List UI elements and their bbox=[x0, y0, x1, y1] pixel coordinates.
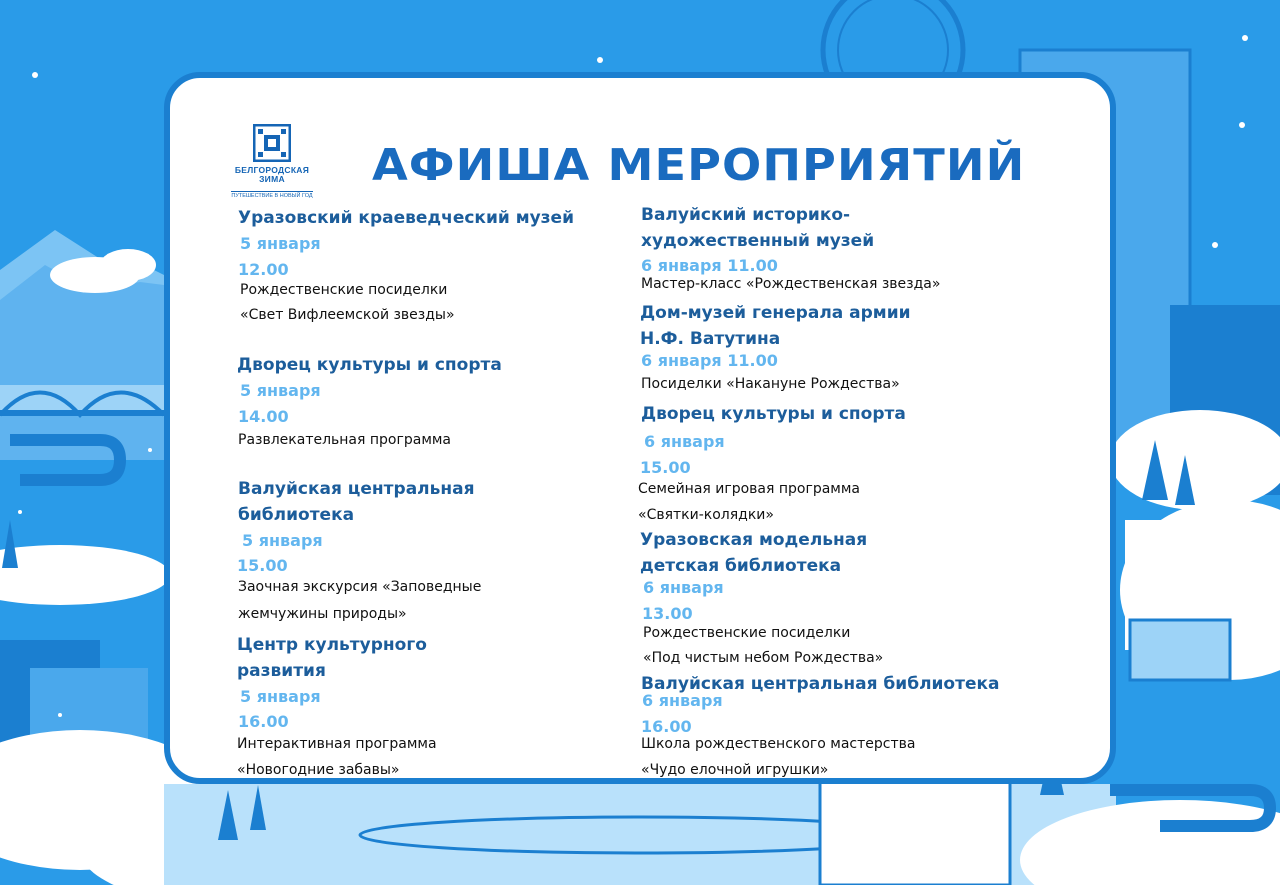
event-time: 12.00 bbox=[238, 260, 289, 279]
event-description: Рождественские посиделки bbox=[240, 282, 448, 298]
event-date: 5 января bbox=[240, 234, 321, 253]
event-description: Школа рождественского мастерства bbox=[641, 736, 916, 752]
event-venue: развития bbox=[237, 661, 326, 681]
event-venue: Дворец культуры и спорта bbox=[237, 355, 502, 375]
page-title: АФИША МЕРОПРИЯТИЙ bbox=[372, 140, 1026, 191]
event-description: Заочная экскурсия «Заповедные bbox=[238, 579, 482, 595]
event-venue: Уразовская модельная bbox=[640, 530, 868, 550]
event-description: жемчужины природы» bbox=[238, 606, 407, 622]
event-venue: Н.Ф. Ватутина bbox=[640, 329, 781, 349]
event-description: Развлекательная программа bbox=[238, 432, 452, 448]
event-description: «Свет Вифлеемской звезды» bbox=[240, 307, 455, 323]
event-description: Мастер-класс «Рождественская звезда» bbox=[641, 276, 941, 292]
event-venue: Дом-музей генерала армии bbox=[640, 303, 911, 323]
snowflake-pattern-icon bbox=[253, 124, 291, 162]
event-venue: Валуйская центральная bbox=[238, 479, 475, 499]
event-description: «Новогодние забавы» bbox=[237, 762, 400, 778]
event-date: 5 января bbox=[240, 381, 321, 400]
event-time: 16.00 bbox=[238, 712, 289, 731]
event-date: 6 января bbox=[644, 432, 725, 451]
event-venue: Дворец культуры и спорта bbox=[641, 404, 906, 424]
brand-name-line1: БЕЛГОРОДСКАЯ bbox=[234, 165, 310, 175]
event-venue: Уразовский краеведческий музей bbox=[238, 208, 574, 228]
event-description: Семейная игровая программа bbox=[638, 481, 861, 497]
event-venue: Центр культурного bbox=[237, 635, 427, 655]
event-time: 13.00 bbox=[642, 604, 693, 623]
event-date: 6 января bbox=[643, 578, 724, 597]
event-datetime: 6 января 11.00 bbox=[641, 351, 778, 370]
event-date: 5 января bbox=[242, 531, 323, 550]
event-description: «Под чистым небом Рождества» bbox=[643, 650, 884, 666]
event-description: «Чудо елочной игрушки» bbox=[641, 762, 829, 778]
event-date: 6 января bbox=[642, 691, 723, 710]
event-time: 15.00 bbox=[237, 556, 288, 575]
event-venue: библиотека bbox=[238, 505, 355, 525]
event-date: 5 января bbox=[240, 687, 321, 706]
event-venue: Валуйский историко- bbox=[641, 205, 851, 225]
event-description: «Святки-колядки» bbox=[638, 507, 774, 523]
event-description: Рождественские посиделки bbox=[643, 625, 851, 641]
event-venue: художественный музей bbox=[641, 231, 875, 251]
event-datetime: 6 января 11.00 bbox=[641, 256, 778, 275]
event-time: 16.00 bbox=[641, 717, 692, 736]
event-venue: Валуйская центральная библиотека bbox=[641, 674, 1000, 694]
event-description: Посиделки «Накануне Рождества» bbox=[641, 376, 900, 392]
event-time: 15.00 bbox=[640, 458, 691, 477]
brand-name-line2: ЗИМА bbox=[259, 174, 285, 184]
event-venue: детская библиотека bbox=[640, 556, 842, 576]
event-time: 14.00 bbox=[238, 407, 289, 426]
event-description: Интерактивная программа bbox=[237, 736, 437, 752]
brand-logo bbox=[222, 124, 322, 202]
brand-tagline: ПУТЕШЕСТВИЕ В НОВЫЙ ГОД bbox=[231, 193, 313, 199]
